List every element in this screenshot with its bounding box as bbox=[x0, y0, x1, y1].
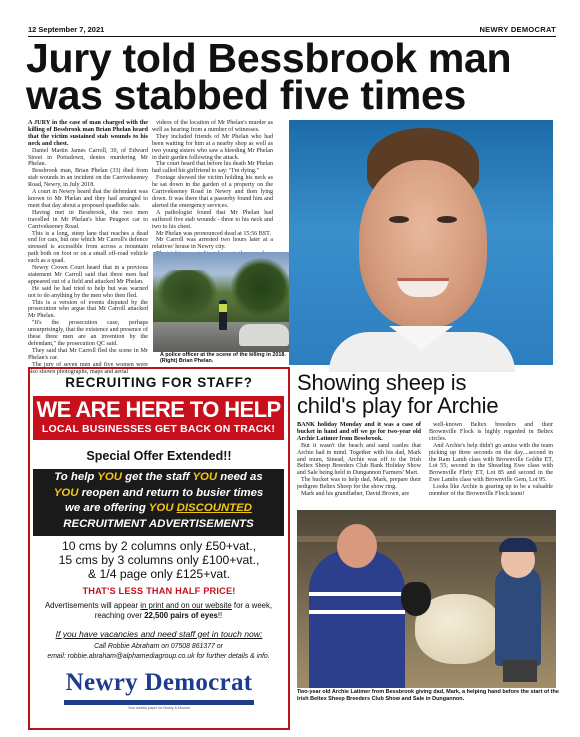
page-date: 12 September 7, 2021 bbox=[28, 25, 105, 34]
advert-panel-line-2: YOU reopen and return to busier times bbox=[53, 486, 264, 499]
boy-cap bbox=[499, 538, 537, 552]
eye-shape bbox=[389, 216, 409, 223]
sheep-paragraph: And Archie's help didn't go amiss with the team picking up three seconds on the day....second in the Ram Lamb class with Brownville Goldie ET, Lot 55; second in the Shearling Ewe class with Brownville Flirty ET, Lot 85 and second in the Ewe Lambs class with Brownville Gem, Lot 95. bbox=[429, 442, 553, 484]
article-paragraph: "It's the prosecution case, perhaps unsurprisingly, that the existence and presence of these three men are an invention by the defendant," the prosecution QC said. bbox=[28, 320, 148, 347]
sheep-paragraph: Mark and his grandfather, David Brown, are bbox=[301, 491, 410, 498]
boy-figure bbox=[495, 566, 541, 666]
article-paragraph: Newry Crown Court heard that in a previous statement Mr Carroll said that three men had appeared out of a field and attacked Mr Phelan. bbox=[28, 265, 148, 285]
recruitment-advert bbox=[28, 367, 290, 730]
advert-offer: Special Offer Extended!! bbox=[86, 449, 232, 463]
article-paragraph: They included friends of Mr Phelan who had been waiting for him at a nearby shop as well as two young sisters who saw a bleeding Mr Phelan in their garden following the attack. bbox=[152, 133, 273, 161]
advert-prices bbox=[30, 539, 288, 581]
sheep-headline-line-1: Showing sheep is bbox=[297, 370, 467, 395]
article-column-2 bbox=[152, 120, 273, 252]
advert-banner-headline: WE ARE HERE TO HELP bbox=[36, 397, 281, 422]
advert-contact-phone: Call Robbie Abraham on 07508 861377 or bbox=[94, 643, 223, 650]
advert-price-1: 10 cms by 2 columns only £50+vat., bbox=[61, 539, 257, 553]
sheep-photo-caption: Two-year old Archie Latimer from Bessbrook giving dad, Mark, a helping hand before the start of the Irish Beltex Sheep Breeders Club Show and Sale in Dungannon. bbox=[297, 689, 559, 702]
advert-price-3: & 1/4 page only £125+vat. bbox=[88, 567, 230, 581]
police-photo-caption: A police officer at the scene of the killing in 2018. (Right) Brian Phelan. bbox=[160, 352, 286, 365]
advert-price-2: 15 cms by 3 columns only £100+vat., bbox=[58, 553, 260, 567]
advert-panel-line-3: we are offering YOU DISCOUNTED bbox=[65, 502, 252, 514]
car-shape bbox=[239, 324, 289, 346]
sheep-column-1 bbox=[297, 422, 421, 510]
advert-vacancies: If you have vacancies and need staff get in touch now: bbox=[55, 629, 263, 639]
man-figure bbox=[309, 550, 405, 688]
advert-title: RECRUITING FOR STAFF? bbox=[65, 375, 253, 390]
sheep-paragraph: But it wasn't the beach and sand castles that Archie had in mind. Together with his dad, Mark and mum, Sinead, Archie was off to the Irish Beltex Sheep Breeders Club Bank Holiday Show and Sale being held in Dungannon Farmers' Mart. bbox=[297, 442, 421, 477]
newspaper-name: NEWRY DEMOCRAT bbox=[479, 25, 556, 34]
article-paragraph: Mr Phelan was pronounced dead at 15:56 BST. bbox=[156, 230, 271, 237]
sheep-headline bbox=[297, 371, 559, 417]
tree-shape bbox=[231, 258, 291, 316]
logo-subline: Your weekly paper for Newry & Mourne bbox=[127, 706, 191, 710]
article-paragraph: This is a version of events disputed by the prosecution who argue that Mr Carroll attacked Mr Phelan. bbox=[28, 299, 148, 320]
article-paragraph: videos of the location of Mr Phelan's murder as well as hearing from a number of witnesses. bbox=[152, 120, 273, 133]
article-paragraph: Footage showed the victim holding his neck as he sat down in the garden of a property on the Carrivekeeney Road in Newry and then lying down. It was there that a passerby found him and alerted the emergency services. bbox=[152, 175, 273, 209]
advert-contact-email[interactable]: email: robbie.abraham@alphamediagroup.co.uk for further details & info. bbox=[47, 652, 270, 660]
face-shape bbox=[359, 160, 487, 328]
article-lead: A JURY in the case of man charged with the killing of Bessbrook man Brian Phelan heard that the victim sustained stab wounds to his neck and chest. bbox=[28, 119, 148, 147]
article-paragraph: The jury of seven men and five women were also shown photographs, maps and aerial bbox=[28, 361, 148, 375]
advert-panel-line-1: To help YOU get the staff YOU need as bbox=[54, 471, 263, 483]
advert-banner-subline: LOCAL BUSINESSES GET BACK ON TRACK! bbox=[41, 423, 276, 435]
advert-red-banner bbox=[33, 396, 284, 440]
sheep-show-photo bbox=[297, 510, 556, 688]
newry-democrat-logo: Newry Democrat bbox=[65, 669, 253, 696]
shirt-stripe bbox=[309, 592, 405, 596]
article-paragraph: The court heard that before his death Mr Phelan had called his girlfriend to say: "I'm dying." bbox=[152, 161, 273, 175]
advert-black-panel bbox=[33, 469, 284, 536]
logo-strip bbox=[64, 700, 254, 705]
victim-portrait-photo bbox=[289, 120, 553, 365]
advert-panel-line-4: RECRUITMENT ADVERTISEMENTS bbox=[63, 517, 254, 530]
advert-contact bbox=[36, 642, 281, 661]
article-paragraph: A pathologist found that Mr Phelan had suffered five stab wounds - three to his neck and two to his chest. bbox=[152, 209, 273, 230]
article-paragraph: A court in Newry heard that the defendant was known to Mr Phelan and they had arranged to meet that day about a proposed quadbike sale. bbox=[28, 189, 148, 209]
tree-shape bbox=[157, 270, 217, 318]
eye-shape bbox=[437, 216, 457, 223]
officer-vest bbox=[219, 304, 227, 312]
article-paragraph: Bessbrook man, Brian Phelan (33) died from stab wounds in an incident on the Carrivekeeney Road, Newry, in July 2018. bbox=[28, 168, 148, 189]
sheep-lead: BANK holiday Monday and it was a case of bucket in hand and off we go for two-year old Archie Latimer from Bessbrook. bbox=[297, 421, 421, 442]
advert-appear-text: Advertisements will appear in print and on our website for a week, reaching over 22,500 pairs of eyes!! bbox=[44, 601, 273, 620]
article-paragraph: Mr Carroll was arrested two hours later at a relatives' house in Newry city. bbox=[152, 237, 273, 251]
sheep-headline-line-2: child's play for Archie bbox=[297, 393, 499, 418]
article-paragraph: Having met in Bessbrook, the two men travelled in Mr Phelan's blue Peugeot car to Carrivekeeney Road. bbox=[28, 209, 148, 230]
sheep-column-2 bbox=[429, 422, 553, 510]
article-paragraph: They said that Mr Carroll fled the scene in Mr Phelan's car. bbox=[28, 347, 148, 361]
article-paragraph: This is a long, steep lane that reaches a dead end for cars, but one which Mr Carroll's defence stressed is accessible from across a mountain path both on foot or on a small off-road vehicle such as a quad. bbox=[28, 230, 148, 265]
advert-half-price: THAT'S LESS THAN HALF PRICE! bbox=[82, 586, 236, 596]
sheep-head bbox=[401, 582, 431, 616]
article-paragraph: He said he had tried to help but was warned not to do anything by the men who then fled. bbox=[28, 285, 148, 299]
boy-boots bbox=[503, 660, 537, 682]
police-scene-photo bbox=[153, 252, 289, 352]
sheep-paragraph: The bucket was to help dad, Mark, prepare their pedigree Beltex Sheep for the show ring. bbox=[297, 477, 421, 491]
main-headline: Jury told Bessbrook man was stabbed five times bbox=[26, 35, 512, 118]
shirt-stripe bbox=[309, 610, 405, 614]
sheep-paragraph: Looks like Archie is gearing up to be a valuable member of the Brownville Flock team! bbox=[429, 484, 553, 498]
article-column-1 bbox=[28, 119, 148, 375]
man-head bbox=[337, 524, 377, 568]
article-paragraph: Daniel Martin James Carroll, 30, of Edward Street in Portadown, denies murdering Mr Phelan. bbox=[28, 147, 148, 168]
sheep-paragraph: well-known Beltex breeders and their Brownville Flock is highly regarded in Beltex circles. bbox=[429, 422, 553, 442]
